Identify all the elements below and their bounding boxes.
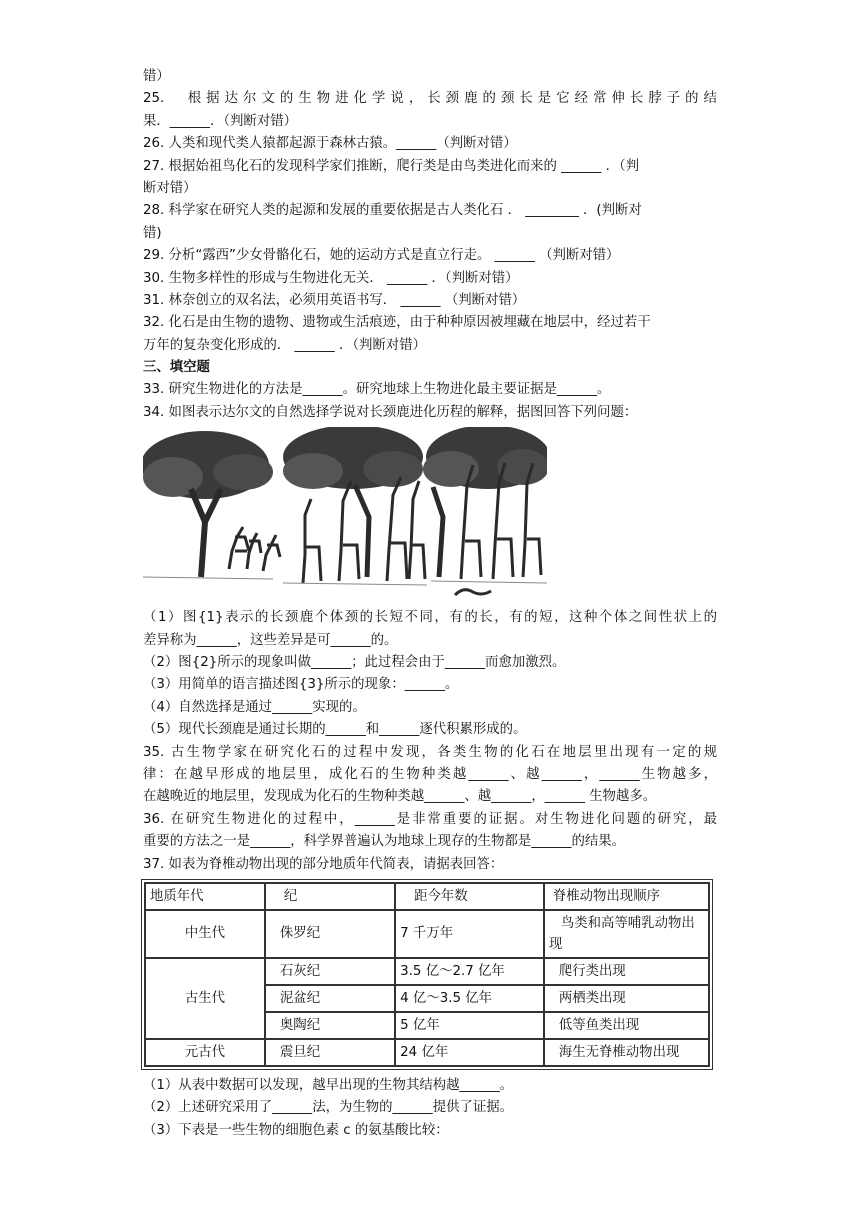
question-34-sub3: （3）用简单的语言描述图{3}所示的现象：______。 <box>143 677 459 693</box>
table-cell: 5 亿年 <box>395 1012 544 1039</box>
table-cell: 爬行类出现 <box>544 958 709 985</box>
question-29: 29. 分析“露西”少女骨骼化石，她的运动方式是直立行走。 ______ （判断对错） <box>143 248 620 264</box>
text-line: 错） <box>143 69 170 84</box>
giraffe-evolution-illustration-icon <box>143 427 547 603</box>
question-34-sub1: （1）图{1}表示的长颈鹿个体颈的长短不同，有的长，有的短，这种个体之间性状上的 <box>143 610 717 626</box>
table-row <box>145 910 709 958</box>
table-cell: 鸟类和高等哺乳动物出现 <box>544 910 709 958</box>
table-header-cell: 纪 <box>265 883 395 910</box>
table-row <box>145 958 709 985</box>
text-line: 错) <box>143 225 162 241</box>
question-25: 25. 根据达尔文的生物进化学说，长颈鹿的颈长是它经常伸长脖子的结 <box>143 91 717 107</box>
geologic-time-table <box>144 882 710 1067</box>
table-cell: 震旦纪 <box>265 1039 395 1066</box>
table-header-cell: 地质年代 <box>145 883 265 910</box>
text-line: 万年的复杂变化形成的． ______ ．（判断对错） <box>143 337 427 353</box>
section-heading: 三、填空题 <box>143 360 210 376</box>
question-35: 35. 古生物学家在研究化石的过程中发现，各类生物的化石在地层里出现有一定的规 <box>143 744 717 760</box>
table-cell: 24 亿年 <box>395 1039 544 1066</box>
table-cell-era: 元古代 <box>145 1039 265 1066</box>
question-34: 34. 如图表示达尔文的自然选择学说对长颈鹿进化历程的解释，据图回答下列问题： <box>143 404 638 420</box>
question-34-sub5: （5）现代长颈鹿是通过长期的______和______逐代积累形成的。 <box>143 722 527 738</box>
table-cell: 4 亿～3.5 亿年 <box>395 985 544 1012</box>
table-cell: 7 千万年 <box>395 910 544 958</box>
text-line: 在越晚近的地层里，发现成为化石的生物种类越______、越______，______ 生物越多。 <box>143 789 657 805</box>
question-27: 27. 根据始祖鸟化石的发现科学家们推断，爬行类是由鸟类进化而来的 ______ ．（判 <box>143 158 640 174</box>
question-32: 32. 化石是由生物的遗物、遗物或生活痕迹，由于种种原因被埋藏在地层中，经过若干 <box>143 315 651 331</box>
text-line: 差异称为______，这些差异是可______的。 <box>143 632 398 648</box>
question-37-sub1: （1）从表中数据可以发现，越早出现的生物其结构越______。 <box>143 1077 514 1093</box>
table-cell-era: 古生代 <box>145 958 265 1039</box>
question-34-sub2: （2）图{2}所示的现象叫做______；此过程会由于______而愈加激烈。 <box>143 655 566 671</box>
table-cell: 3.5 亿～2.7 亿年 <box>395 958 544 985</box>
text-line: 断对错） <box>143 180 197 196</box>
text-line: 果．______．（判断对错） <box>143 113 297 129</box>
table-header-cell: 距今年数 <box>395 883 544 910</box>
question-37: 37. 如表为脊椎动物出现的部分地质年代简表，请据表回答： <box>143 856 504 872</box>
question-33: 33. 研究生物进化的方法是______。研究地球上生物进化最主要证据是______。 <box>143 382 611 398</box>
table-cell: 海生无脊椎动物出现 <box>544 1039 709 1066</box>
table-cell: 侏罗纪 <box>265 910 395 958</box>
question-36: 36. 在研究生物进化的过程中，______是非常重要的证据。对生物进化问题的研究，最 <box>143 811 717 827</box>
table-row <box>145 1039 709 1066</box>
table-cell-era: 中生代 <box>145 910 265 958</box>
table-header-cell: 脊椎动物出现顺序 <box>544 883 709 910</box>
table-header-row <box>145 883 709 910</box>
document-content <box>143 66 717 1142</box>
question-31: 31. 林奈创立的双名法，必须用英语书写． ______ （判断对错） <box>143 292 526 308</box>
question-34-sub4: （4）自然选择是通过______实现的。 <box>143 699 366 715</box>
text-line: 重要的方法之一是______，科学界普遍认为地球上现存的生物都是______的结果。 <box>143 834 626 850</box>
table-cell: 泥盆纪 <box>265 985 395 1012</box>
question-28: 28. 科学家在研究人类的起源和发展的重要依据是古人类化石 ． ________ ．(判断对 <box>143 203 642 219</box>
question-30: 30. 生物多样性的形成与生物进化无关． ______ ．（判断对错） <box>143 270 519 286</box>
table-cell: 低等鱼类出现 <box>544 1012 709 1039</box>
table-cell: 石灰纪 <box>265 958 395 985</box>
question-37-sub3: （3）下表是一些生物的细胞色素 c 的氨基酸比较： <box>143 1122 449 1138</box>
question-37-sub2: （2）上述研究采用了______法，为生物的______提供了证据。 <box>143 1100 514 1116</box>
table-cell: 奥陶纪 <box>265 1012 395 1039</box>
table-cell: 两栖类出现 <box>544 985 709 1012</box>
question-26: 26. 人类和现代类人猿都起源于森林古猿。______（判断对错） <box>143 136 517 152</box>
text-line: 律：在越早形成的地层里，成化石的生物种类越______、越______，______生物越多， <box>143 766 717 782</box>
